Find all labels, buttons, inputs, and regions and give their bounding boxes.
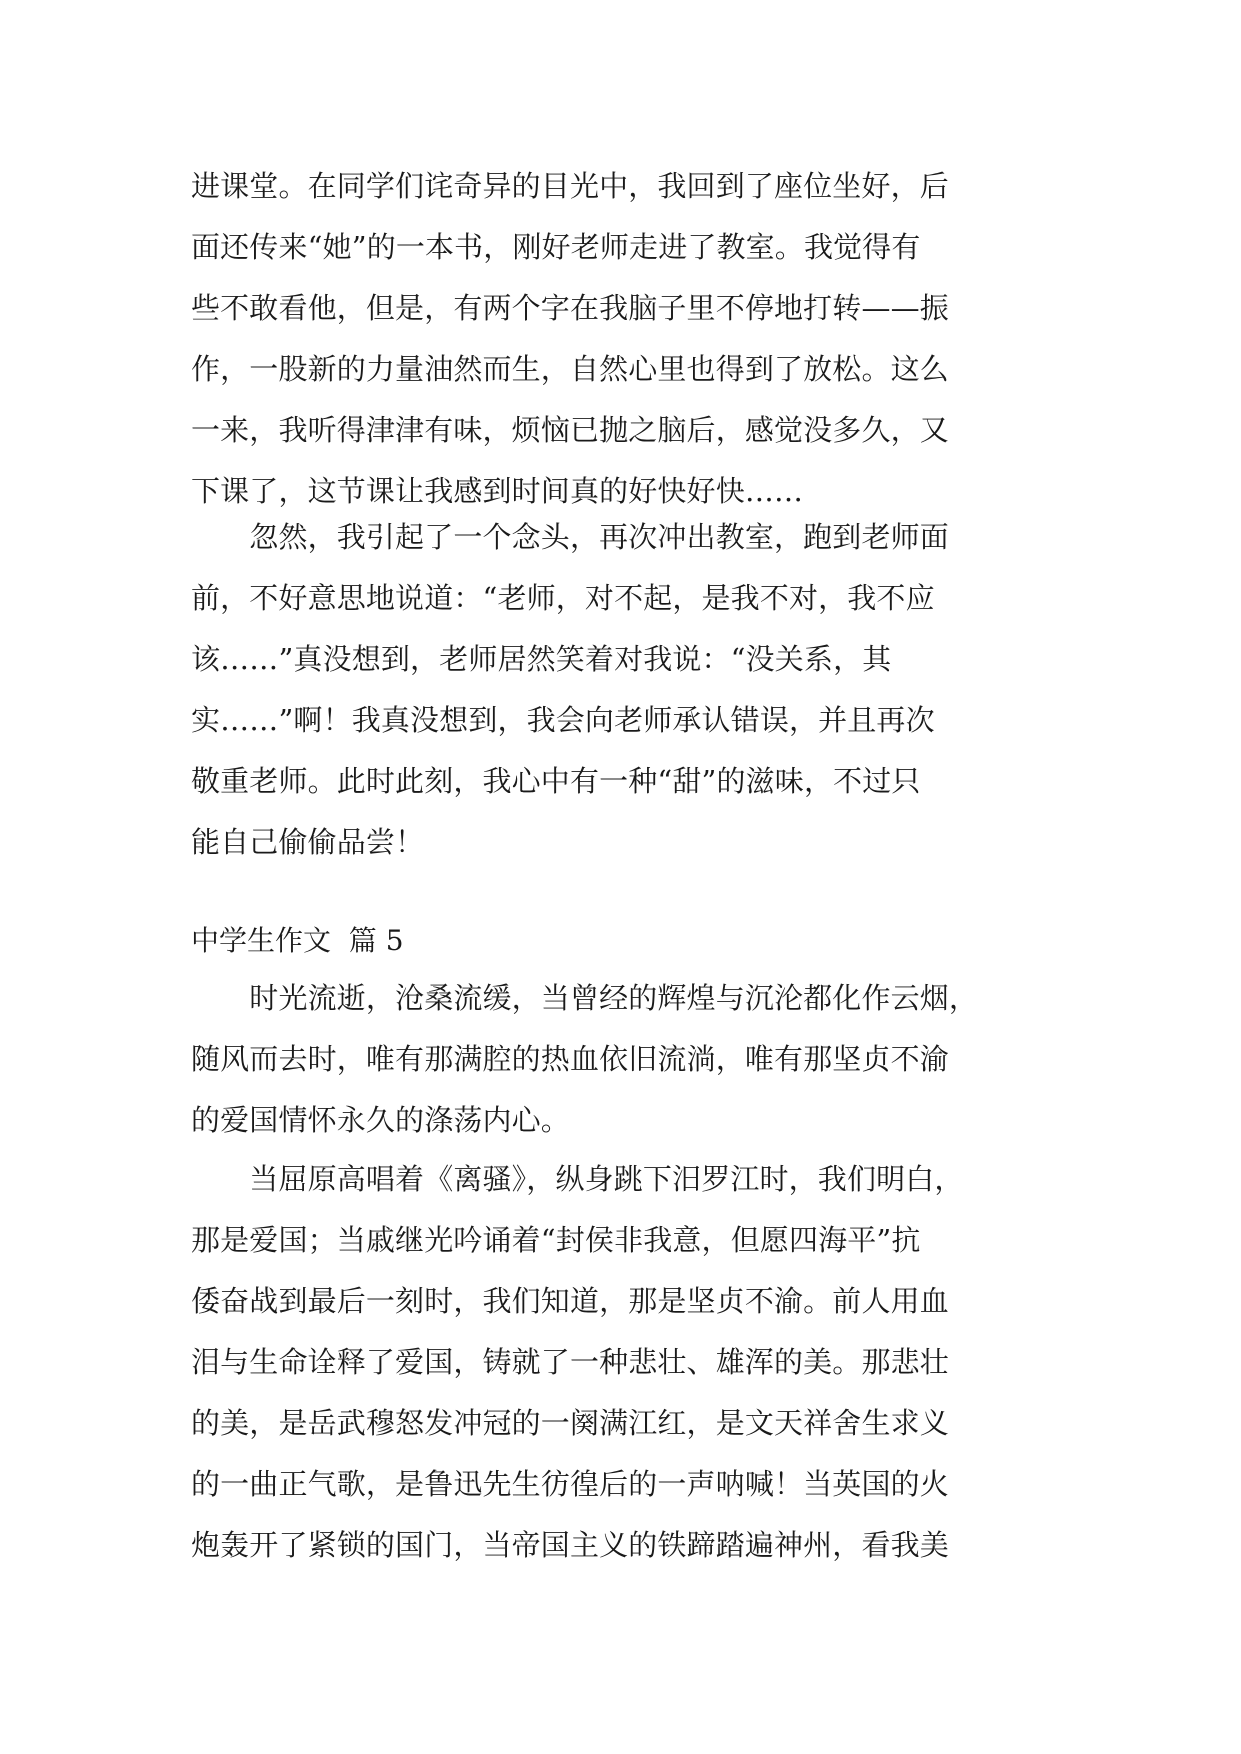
text-line: 些不敢看他，但是，有两个字在我脑子里不停地打转——振	[191, 291, 949, 325]
text-line: 一来，我听得津津有味，烦恼已抛之脑后，感觉没多久，又	[191, 413, 949, 447]
section-heading: 中学生作文 篇 5	[191, 924, 404, 957]
text-line: 的美，是岳武穆怒发冲冠的一阕满江红，是文天祥舍生求义	[191, 1406, 949, 1440]
paragraph-1	[191, 156, 1051, 522]
text-line: 前，不好意思地说道：“老师，对不起，是我不对，我不应	[191, 581, 935, 615]
text-line: 下课了，这节课让我感到时间真的好快好快……	[191, 474, 804, 508]
text-line: 进课堂。在同学们诧奇异的目光中，我回到了座位坐好，后	[191, 169, 949, 203]
text-line: 能自己偷偷品尝！	[191, 825, 425, 859]
text-line: 当屈原高唱着《离骚》，纵身跳下汨罗江时，我们明白，	[191, 1162, 964, 1196]
text-line: 倭奋战到最后一刻时，我们知道，那是坚贞不渝。前人用血	[191, 1284, 949, 1318]
text-line: 作，一股新的力量油然而生，自然心里也得到了放松。这么	[191, 352, 949, 386]
text-line: 该……”真没想到，老师居然笑着对我说：“没关系，其	[191, 642, 892, 676]
paragraph-3	[191, 968, 1051, 1151]
text-line: 实……”啊！我真没想到，我会向老师承认错误，并且再次	[191, 703, 935, 737]
text-line: 的爱国情怀永久的涤荡内心。	[191, 1103, 570, 1137]
text-line: 忽然，我引起了一个念头，再次冲出教室，跑到老师面	[191, 520, 949, 554]
text-line: 泪与生命诠释了爱国，铸就了一种悲壮、雄浑的美。那悲壮	[191, 1345, 949, 1379]
text-line: 时光流逝，沧桑流缓，当曾经的辉煌与沉沦都化作云烟，	[191, 981, 979, 1015]
text-line: 那是爱国；当戚继光吟诵着“封侯非我意，但愿四海平”抗	[191, 1223, 921, 1257]
text-line: 炮轰开了紧锁的国门，当帝国主义的铁蹄踏遍神州，看我美	[191, 1528, 949, 1562]
text-line: 的一曲正气歌，是鲁迅先生彷徨后的一声呐喊！当英国的火	[191, 1467, 949, 1501]
text-line: 敬重老师。此时此刻，我心中有一种“甜”的滋味，不过只	[191, 764, 921, 798]
text-line: 面还传来“她”的一本书，刚好老师走进了教室。我觉得有	[191, 230, 921, 264]
text-line: 随风而去时，唯有那满腔的热血依旧流淌，唯有那坚贞不渝	[191, 1042, 949, 1076]
paragraph-2	[191, 507, 1051, 873]
paragraph-4	[191, 1149, 1051, 1576]
